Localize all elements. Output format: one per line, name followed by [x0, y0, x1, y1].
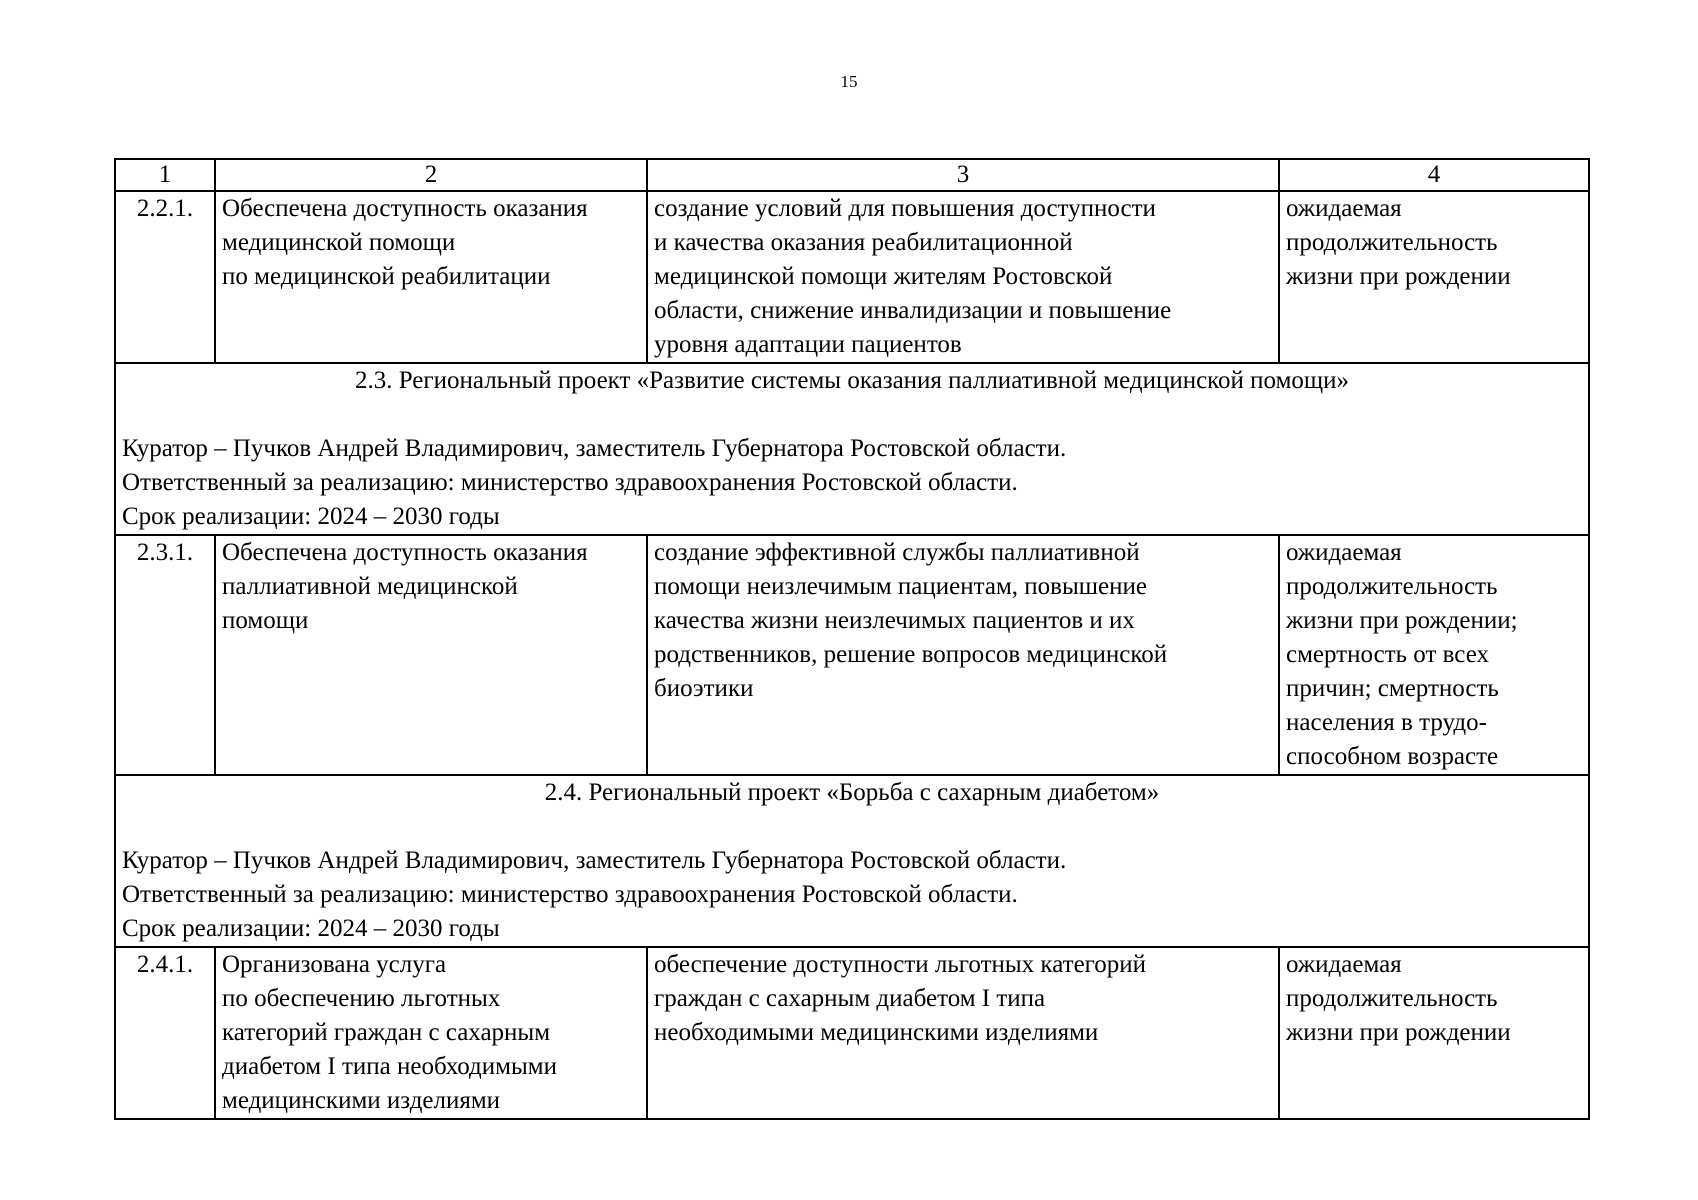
section-term: Срок реализации: 2024 – 2030 годы	[122, 503, 500, 530]
section-title: 2.4. Региональный проект «Борьба с сахарным диабетом»	[544, 779, 1160, 806]
table-row	[115, 191, 1589, 363]
section-title: 2.3. Региональный проект «Развитие системы оказания паллиативной медицинской помощи»	[354, 367, 1350, 394]
task-cell: Обеспечена доступность оказания паллиативной медицинской помощи	[215, 535, 647, 775]
column-header-1: 1	[115, 159, 215, 191]
column-header-4: 4	[1279, 159, 1589, 191]
task-cell: Обеспечена доступность оказания медицинской помощи по медицинской реабилитации	[215, 191, 647, 363]
row-number: 2.3.1.	[115, 535, 215, 775]
column-header-3: 3	[647, 159, 1279, 191]
table-row	[115, 535, 1589, 775]
description-cell: обеспечение доступности льготных категорий граждан с сахарным диабетом I типа необходимыми медицинскими изделиями	[647, 947, 1279, 1119]
page-number: 15	[840, 72, 858, 91]
task-cell: Организована услуга по обеспечению льготных категорий граждан с сахарным диабетом I типа необходимыми медицинскими изделиями	[215, 947, 647, 1119]
section-curator: Куратор – Пучков Андрей Владимирович, заместитель Губернатора Ростовской области.	[122, 847, 1067, 874]
section-term: Срок реализации: 2024 – 2030 годы	[122, 915, 500, 942]
section-responsible: Ответственный за реализацию: министерство здравоохранения Ростовской области.	[122, 469, 1018, 496]
section-spacer	[122, 398, 1582, 432]
section-cell-2-4	[115, 775, 1589, 947]
section-spacer	[122, 810, 1582, 844]
column-header-2: 2	[215, 159, 647, 191]
description-cell: создание условий для повышения доступности и качества оказания реабилитационной медицинской помощи жителям Ростовской области, снижение инвалидизации и повышение уровня адаптации пациентов	[647, 191, 1279, 363]
table-header-row	[115, 159, 1589, 191]
indicator-cell: ожидаемая продолжительность жизни при рождении; смертность от всех причин; смертность населения в трудо- способном возрасте	[1279, 535, 1589, 775]
section-responsible: Ответственный за реализацию: министерство здравоохранения Ростовской области.	[122, 881, 1018, 908]
row-number: 2.2.1.	[115, 191, 215, 363]
section-cell-2-3	[115, 363, 1589, 535]
section-curator: Куратор – Пучков Андрей Владимирович, заместитель Губернатора Ростовской области.	[122, 435, 1067, 462]
row-number: 2.4.1.	[115, 947, 215, 1119]
section-row	[115, 363, 1589, 535]
table-row	[115, 947, 1589, 1119]
indicator-cell: ожидаемая продолжительность жизни при рождении	[1279, 947, 1589, 1119]
indicator-cell: ожидаемая продолжительность жизни при рождении	[1279, 191, 1589, 363]
description-cell: создание эффективной службы паллиативной помощи неизлечимым пациентам, повышение качества жизни неизлечимых пациентов и их родственников, решение вопросов медицинской биоэтики	[647, 535, 1279, 775]
section-row	[115, 775, 1589, 947]
measures-table	[114, 158, 1590, 1120]
